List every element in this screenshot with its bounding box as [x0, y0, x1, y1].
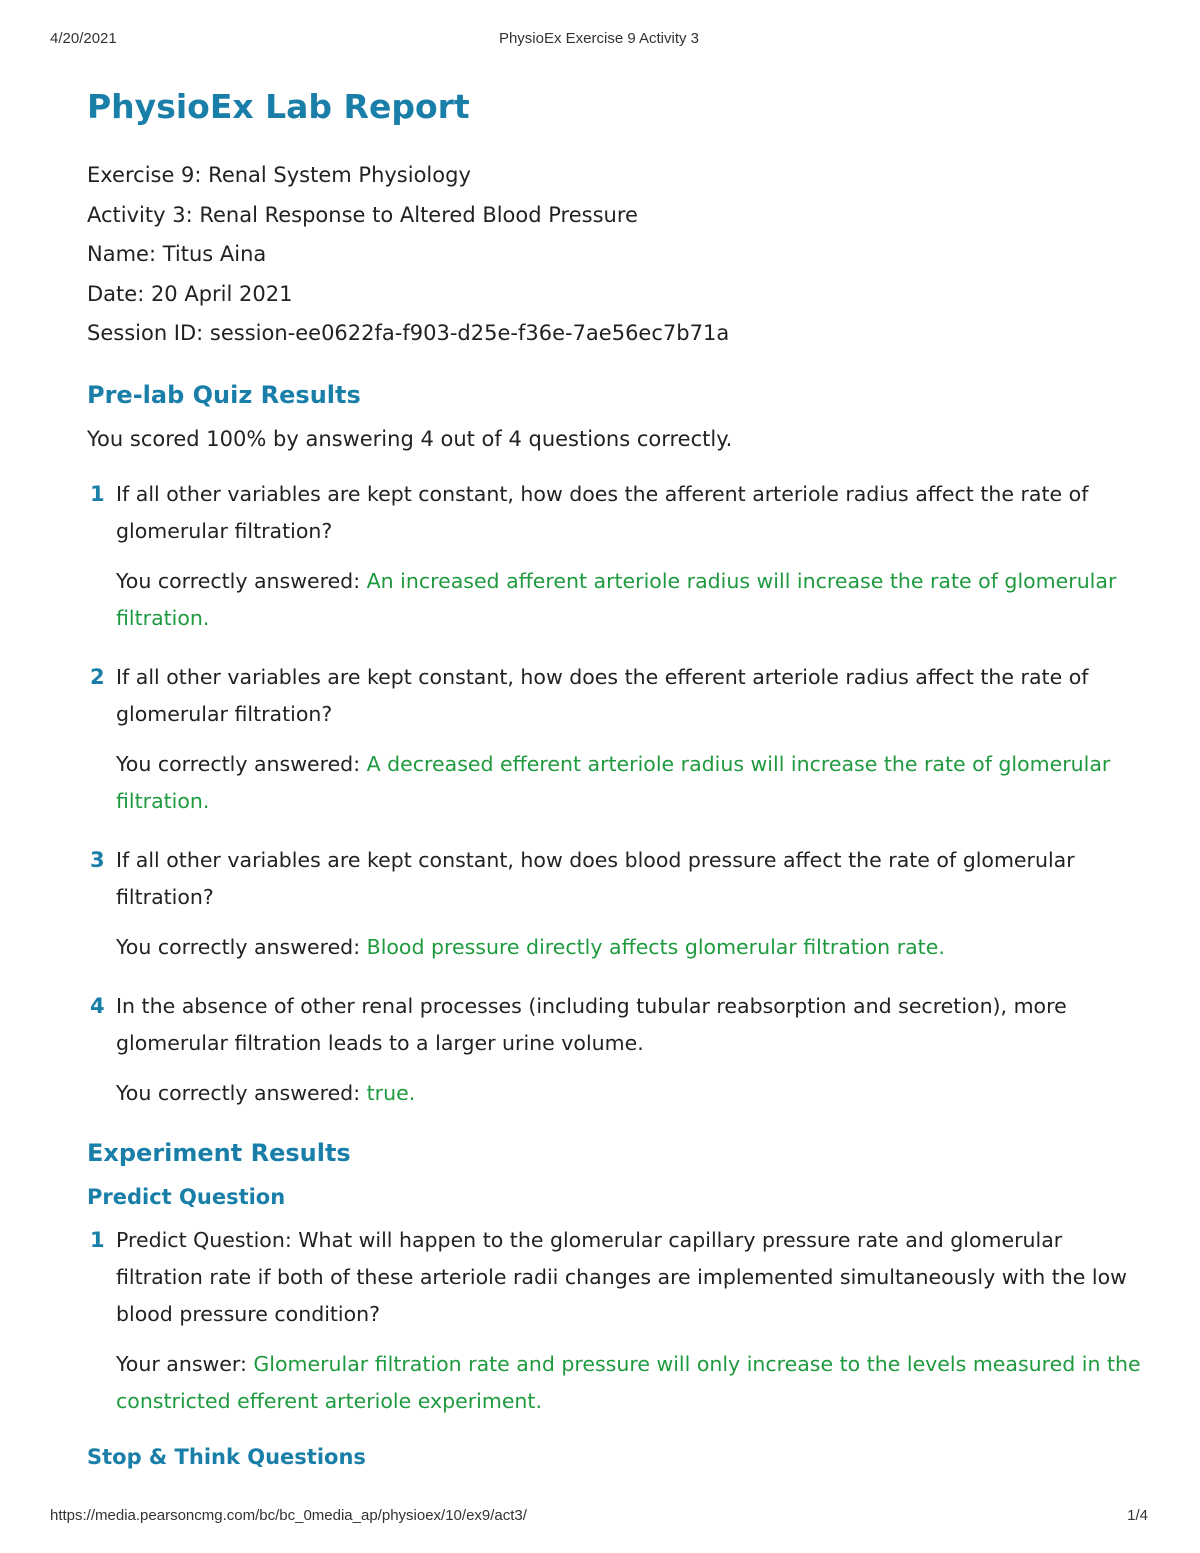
- answer-line: [116, 1075, 1147, 1112]
- question-text: Predict Question: What will happen to the glomerular capillary pressure rate and glomerular filtration rate if both of these arteriole radii changes are implemented simultaneously with the low blood pressure condition?: [116, 1227, 1127, 1326]
- correct-answer: An increased afferent arteriole radius will increase the rate of glomerular filtration.: [116, 568, 1117, 630]
- stop-think-heading: Stop & Think Questions: [87, 1444, 366, 1469]
- correct-answer: A decreased efferent arteriole radius will increase the rate of glomerular filtration.: [116, 751, 1111, 813]
- question-text: If all other variables are kept constant, how does blood pressure affect the rate of glomerular filtration?: [116, 847, 1075, 909]
- date-line: Date: 20 April 2021: [87, 281, 293, 306]
- correct-answer: true.: [366, 1080, 416, 1105]
- print-header: [50, 30, 1148, 52]
- quiz-question-4: [87, 988, 1147, 1112]
- question-text: In the absence of other renal processes (including tubular reabsorption and secretion), more glomerular filtration leads to a larger urine volume.: [116, 993, 1067, 1055]
- answer-line: [116, 563, 1147, 637]
- answer-line: [116, 929, 1147, 966]
- question-text: If all other variables are kept constant, how does the afferent arteriole radius affect the rate of glomerular filtration?: [116, 481, 1089, 543]
- prelab-heading: Pre-lab Quiz Results: [87, 380, 361, 409]
- answer-prefix: You correctly answered:: [116, 751, 367, 776]
- report-title: PhysioEx Lab Report: [87, 87, 470, 126]
- question-number: 2: [90, 664, 105, 689]
- print-url: https://media.pearsoncmg.com/bc/bc_0media_ap/physioex/10/ex9/act3/: [50, 1507, 527, 1524]
- print-document-title: PhysioEx Exercise 9 Activity 3: [498, 30, 700, 47]
- page-number: 1/4: [1127, 1507, 1148, 1524]
- report-content: [87, 84, 1147, 1478]
- prelab-score: You scored 100% by answering 4 out of 4 questions correctly.: [87, 426, 733, 451]
- answer-line: [116, 1346, 1147, 1420]
- question-number: 1: [90, 481, 105, 506]
- question-number: 4: [90, 993, 105, 1018]
- session-id-line: Session ID: session-ee0622fa-f903-d25e-f36e-7ae56ec7b71a: [87, 321, 730, 345]
- answer-prefix: Your answer:: [116, 1351, 254, 1376]
- answer-prefix: You correctly answered:: [116, 568, 367, 593]
- quiz-question-3: [87, 842, 1147, 966]
- question-number: 1: [90, 1227, 105, 1252]
- activity-line: Activity 3: Renal Response to Altered Blood Pressure: [87, 202, 638, 227]
- predict-heading: Predict Question: [87, 1184, 286, 1209]
- quiz-question-1: [87, 476, 1147, 637]
- print-date: 4/20/2021: [50, 30, 117, 47]
- answer-line: [116, 746, 1147, 820]
- answer-prefix: You correctly answered:: [116, 1080, 367, 1105]
- your-answer: Glomerular filtration rate and pressure will only increase to the levels measured in the constricted efferent arteriole experiment.: [116, 1351, 1141, 1413]
- answer-prefix: You correctly answered:: [116, 934, 367, 959]
- question-text: If all other variables are kept constant, how does the efferent arteriole radius affect the rate of glomerular filtration?: [116, 664, 1089, 726]
- quiz-question-2: [87, 659, 1147, 820]
- experiment-heading: Experiment Results: [87, 1138, 351, 1167]
- question-number: 3: [90, 847, 105, 872]
- name-line: Name: Titus Aina: [87, 242, 267, 266]
- exercise-line: Exercise 9: Renal System Physiology: [87, 163, 471, 187]
- correct-answer: Blood pressure directly affects glomerular filtration rate.: [366, 934, 945, 959]
- predict-question-1: [87, 1222, 1147, 1420]
- print-footer: [50, 1507, 1148, 1529]
